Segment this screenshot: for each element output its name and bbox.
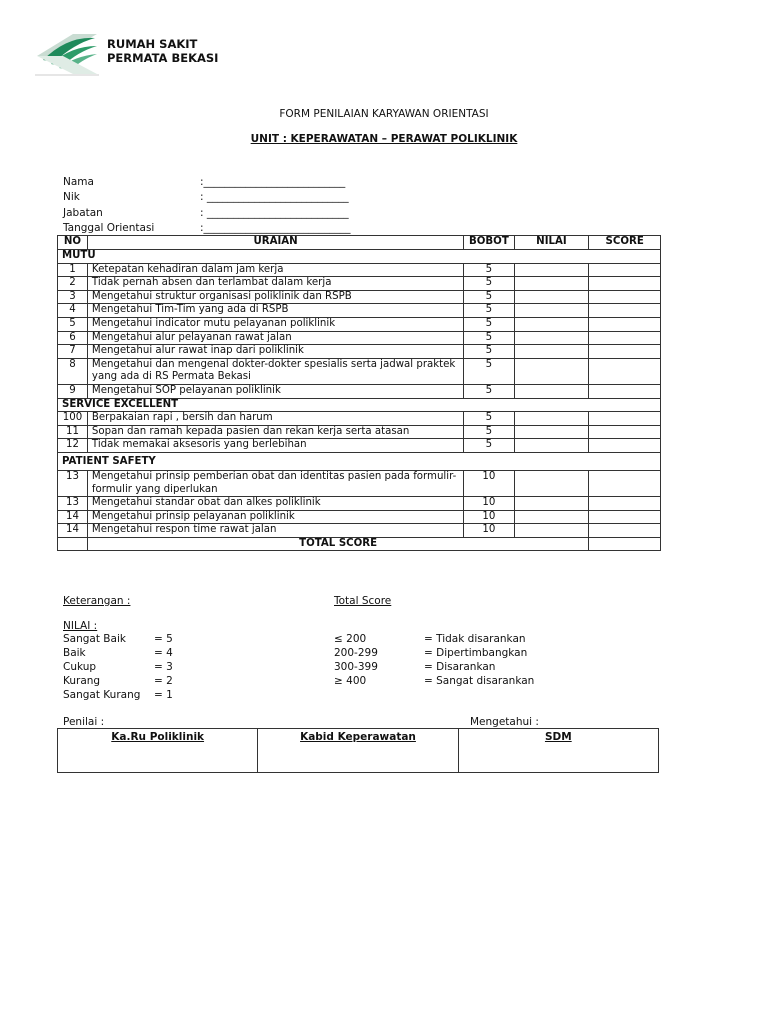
row-uraian: Sopan dan ramah kepada pasien dan rekan kerja serta atasan <box>87 425 463 439</box>
row-bobot: 5 <box>464 384 514 398</box>
signature-cell-sdm[interactable]: SDM <box>458 729 658 773</box>
row-number: 12 <box>58 439 88 453</box>
nilai-value: = 1 <box>154 689 173 701</box>
identity-row-nama <box>63 172 380 188</box>
signature-row <box>58 729 659 773</box>
row-score-cell[interactable] <box>589 263 661 277</box>
table-row <box>58 510 661 524</box>
row-number: 6 <box>58 331 88 345</box>
column-header-bobot: BOBOT <box>464 236 514 250</box>
table-row <box>58 277 661 291</box>
form-subtitle: UNIT : KEPERAWATAN – PERAWAT POLIKLINIK <box>250 133 518 145</box>
org-name <box>107 37 218 65</box>
field-label: Nama <box>63 175 94 188</box>
row-number: 5 <box>58 317 88 331</box>
nilai-value: = 4 <box>154 647 173 659</box>
row-nilai-cell[interactable] <box>514 358 589 384</box>
score-desc: = Tidak disarankan <box>424 633 526 645</box>
row-uraian: Ketepatan kehadiran dalam jam kerja <box>87 263 463 277</box>
nilai-label: Kurang <box>63 675 101 687</box>
row-score-cell[interactable] <box>589 304 661 318</box>
row-score-cell[interactable] <box>589 510 661 524</box>
row-bobot: 5 <box>464 425 514 439</box>
section-row <box>58 452 661 470</box>
row-nilai-cell[interactable] <box>514 345 589 359</box>
row-bobot: 5 <box>464 304 514 318</box>
table-row <box>58 384 661 398</box>
row-uraian: Mengetahui struktur organisasi poliklinik dan RSPB <box>87 290 463 304</box>
score-range: 200-299 <box>334 647 378 659</box>
row-nilai-cell[interactable] <box>514 331 589 345</box>
nilai-value: = 3 <box>154 661 173 673</box>
field-label: Nik <box>63 191 80 203</box>
total-row <box>58 537 661 551</box>
row-uraian: Mengetahui alur rawat inap dari poliklinik <box>87 345 463 359</box>
nilai-value: = 2 <box>154 675 173 687</box>
row-number: 3 <box>58 290 88 304</box>
row-number: 13 <box>58 470 88 496</box>
table-row <box>58 439 661 453</box>
row-score-cell[interactable] <box>589 290 661 304</box>
row-uraian: Mengetahui Tim-Tim yang ada di RSPB <box>87 304 463 318</box>
row-nilai-cell[interactable] <box>514 304 589 318</box>
mengetahui-label: Mengetahui : <box>470 716 539 728</box>
row-nilai-cell[interactable] <box>514 497 589 511</box>
section-row <box>58 398 661 412</box>
org-line-2: PERMATA BEKASI <box>107 51 219 65</box>
row-bobot: 5 <box>464 345 514 359</box>
row-score-cell[interactable] <box>589 317 661 331</box>
table-row <box>58 331 661 345</box>
row-uraian: Berpakaian rapi , bersih dan harum <box>87 412 463 426</box>
table-row <box>58 358 661 384</box>
keterangan-label: Keterangan : <box>63 595 131 607</box>
row-score-cell[interactable] <box>589 524 661 538</box>
column-header-uraian: URAIAN <box>87 236 463 250</box>
row-number: 4 <box>58 304 88 318</box>
row-nilai-cell[interactable] <box>514 439 589 453</box>
score-range: ≤ 200 <box>334 633 367 645</box>
score-range: ≥ 400 <box>334 675 367 687</box>
row-nilai-cell[interactable] <box>514 510 589 524</box>
nilai-title: NILAI : <box>63 620 98 632</box>
row-nilai-cell[interactable] <box>514 317 589 331</box>
hospital-logo-icon <box>33 30 101 76</box>
row-nilai-cell[interactable] <box>514 470 589 496</box>
row-bobot: 5 <box>464 439 514 453</box>
nilai-label: Baik <box>63 647 86 659</box>
section-row <box>58 250 661 264</box>
nilai-legend <box>63 633 173 703</box>
org-line-1: RUMAH SAKIT <box>107 37 198 51</box>
row-score-cell[interactable] <box>589 470 661 496</box>
row-number: 14 <box>58 524 88 538</box>
row-bobot: 5 <box>464 277 514 291</box>
row-score-cell[interactable] <box>589 384 661 398</box>
total-score-cell[interactable] <box>589 537 661 551</box>
identity-fields <box>63 172 380 234</box>
row-bobot: 5 <box>464 263 514 277</box>
row-bobot: 10 <box>464 497 514 511</box>
row-uraian: Mengetahui dan mengenal dokter-dokter spesialis serta jadwal praktek yang ada di RS Permata Bekasi <box>87 358 463 384</box>
column-header-nilai: NILAI <box>514 236 589 250</box>
score-desc: = Dipertimbangkan <box>424 647 528 659</box>
name-field[interactable]: :___________________________ <box>200 175 346 188</box>
total-spacer <box>58 537 88 551</box>
row-nilai-cell[interactable] <box>514 425 589 439</box>
row-score-cell[interactable] <box>589 345 661 359</box>
identity-row-jabatan <box>63 203 380 219</box>
row-score-cell[interactable] <box>589 425 661 439</box>
row-number: 9 <box>58 384 88 398</box>
row-nilai-cell[interactable] <box>514 290 589 304</box>
column-header-no: NO <box>58 236 88 250</box>
identity-row-tanggal <box>63 219 380 235</box>
row-nilai-cell[interactable] <box>514 277 589 291</box>
row-number: 1 <box>58 263 88 277</box>
row-nilai-cell[interactable] <box>514 263 589 277</box>
row-number: 8 <box>58 358 88 384</box>
row-score-cell[interactable] <box>589 358 661 384</box>
identity-row-nik <box>63 188 380 204</box>
row-uraian: Tidak memakai aksesoris yang berlebihan <box>87 439 463 453</box>
row-score-cell[interactable] <box>589 439 661 453</box>
table-row <box>58 524 661 538</box>
score-range: 300-399 <box>334 661 378 673</box>
row-bobot: 5 <box>464 412 514 426</box>
row-bobot: 10 <box>464 470 514 496</box>
row-uraian: Mengetahui standar obat dan alkes poliklinik <box>87 497 463 511</box>
row-nilai-cell[interactable] <box>514 384 589 398</box>
table-row <box>58 345 661 359</box>
table-row <box>58 317 661 331</box>
signature-cell-kabid[interactable]: Kabid Keperawatan <box>258 729 458 773</box>
row-uraian: Mengetahui indicator mutu pelayanan poliklinik <box>87 317 463 331</box>
jabatan-field[interactable]: : ___________________________ <box>200 206 349 219</box>
section-title: SERVICE EXCELLENT <box>58 398 661 412</box>
row-score-cell[interactable] <box>589 497 661 511</box>
row-number: 100 <box>58 412 88 426</box>
row-nilai-cell[interactable] <box>514 524 589 538</box>
row-uraian: Mengetahui alur pelayanan rawat jalan <box>87 331 463 345</box>
table-row <box>58 497 661 511</box>
score-desc: = Sangat disarankan <box>424 675 535 687</box>
row-bobot: 10 <box>464 524 514 538</box>
row-uraian: Mengetahui respon time rawat jalan <box>87 524 463 538</box>
column-header-score: SCORE <box>589 236 661 250</box>
row-bobot: 5 <box>464 331 514 345</box>
field-label: Tanggal Orientasi <box>63 222 155 234</box>
assessment-table <box>57 235 661 551</box>
form-title: FORM PENILAIAN KARYAWAN ORIENTASI <box>279 108 489 120</box>
table-row <box>58 425 661 439</box>
nik-field[interactable]: : ___________________________ <box>200 191 349 203</box>
row-uraian: Mengetahui SOP pelayanan poliklinik <box>87 384 463 398</box>
table-row <box>58 290 661 304</box>
row-uraian: Tidak pernah absen dan terlambat dalam kerja <box>87 277 463 291</box>
penilai-label: Penilai : <box>63 716 105 728</box>
nilai-label: Cukup <box>63 661 97 673</box>
row-number: 7 <box>58 345 88 359</box>
row-nilai-cell[interactable] <box>514 412 589 426</box>
row-score-cell[interactable] <box>589 277 661 291</box>
table-body <box>58 250 661 551</box>
total-score-label: Total Score <box>334 595 392 607</box>
section-title: PATIENT SAFETY <box>58 452 661 470</box>
nilai-label: Sangat Kurang <box>63 689 141 701</box>
row-uraian: Mengetahui prinsip pemberian obat dan identitas pasien pada formulir-formulir yang diperlukan <box>87 470 463 496</box>
table-row <box>58 304 661 318</box>
score-legend <box>334 633 534 689</box>
row-number: 2 <box>58 277 88 291</box>
row-bobot: 10 <box>464 510 514 524</box>
score-desc: = Disarankan <box>424 661 496 673</box>
row-bobot: 5 <box>464 358 514 384</box>
table-header-row <box>58 236 661 250</box>
table-row <box>58 470 661 496</box>
row-bobot: 5 <box>464 290 514 304</box>
row-number: 13 <box>58 497 88 511</box>
signature-cell-karu[interactable]: Ka.Ru Poliklinik <box>58 729 258 773</box>
table-row <box>58 412 661 426</box>
tanggal-orientasi-field[interactable]: :____________________________ <box>200 222 351 234</box>
section-title: MUTU <box>58 250 661 264</box>
row-uraian: Mengetahui prinsip pelayanan poliklinik <box>87 510 463 524</box>
nilai-label: Sangat Baik <box>63 633 126 645</box>
row-score-cell[interactable] <box>589 412 661 426</box>
total-score-label: TOTAL SCORE <box>87 537 588 551</box>
row-score-cell[interactable] <box>589 331 661 345</box>
row-bobot: 5 <box>464 317 514 331</box>
signature-table <box>57 728 659 773</box>
row-number: 14 <box>58 510 88 524</box>
table-row <box>58 263 661 277</box>
field-label: Jabatan <box>63 206 103 219</box>
nilai-value: = 5 <box>154 633 173 645</box>
row-number: 11 <box>58 425 88 439</box>
